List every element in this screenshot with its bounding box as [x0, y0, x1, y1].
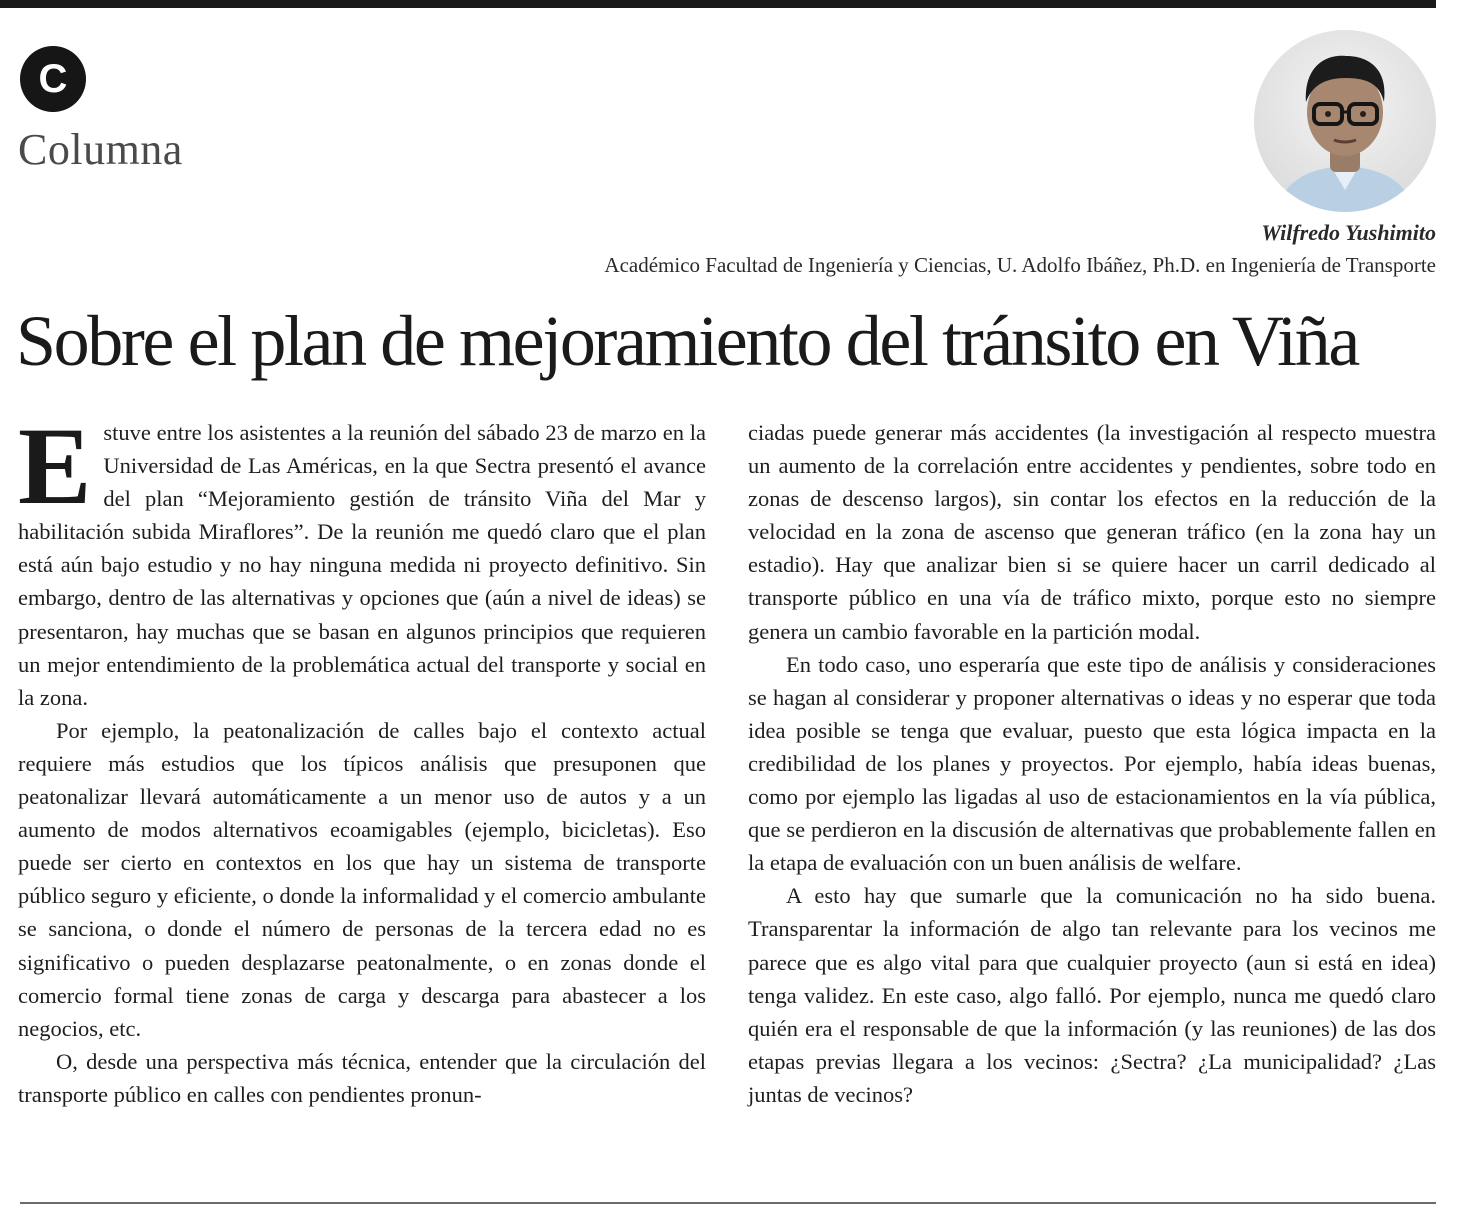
author-name: Wilfredo Yushimito	[1261, 220, 1436, 245]
author-role: Académico Facultad de Ingeniería y Ciencias, U. Adolfo Ibáñez, Ph.D. en Ingeniería de Transporte	[604, 253, 1436, 277]
drop-cap: E	[18, 405, 92, 527]
top-rule	[0, 0, 1436, 8]
badge-letter: C	[38, 56, 68, 101]
article-paragraph: O, desde una perspectiva más técnica, entender que la circulación del transporte público en calles con pendientes pronun-	[18, 1048, 706, 1107]
article-paragraph: ciadas puede generar más accidentes (la investigación al respecto muestra un aumento de la correlación entre accidentes y pendientes, sobre todo en zonas de descenso largos), sin contar los efectos en la reducción de la velocidad en la zona de ascenso que generan tráfico (en la zona hay un estadio). Hay que analizar bien si se quiere hacer un carril dedicado al transporte público en una vía de tráfico mixto, porque esto no siempre genera un cambio favorable en la partición modal.	[748, 420, 1436, 644]
article-paragraph: A esto hay que sumarle que la comunicación no ha sido buena. Transparentar la información de algo tan relevante para los vecinos me parece que es algo vital para que cualquier proyecto (aun si está en idea) tenga validez. En este caso, algo falló. Por ejemplo, nunca me quedó claro quién era el responsable de que la información (y las reuniones) de las dos etapas previas llegara a los vecinos: ¿Sectra? ¿La municipalidad? ¿Las juntas de vecinos?	[748, 883, 1436, 1107]
paragraph-text: stuve entre los asistentes a la reunión del sábado 23 de marzo en la Universidad de Las Américas, en la que Sectra presentó el avance del plan “Mejoramiento gestión de tránsito Viña del Mar y habilitación subida Miraflores”. De la reunión me quedó claro que el plan está aún bajo estudio y no hay ninguna medida ni proyecto definitivo. Sin embargo, dentro de las alternativas y opciones que (aún a nivel de ideas) se presentaron, hay muchas que se basan en algunos principios que requieren un mejor entendimiento de la problemática actual del transporte y social en la zona.	[18, 420, 706, 710]
article-paragraph	[18, 405, 706, 714]
author-portrait-icon	[1254, 30, 1436, 212]
column-badge-icon	[20, 46, 86, 112]
section-label: Columna	[18, 125, 183, 174]
article-column-left	[18, 405, 706, 1111]
article-paragraph: Por ejemplo, la peatonalización de calles bajo el contexto actual requiere más estudios que los típicos análisis que presuponen que peatonalizar llevará automáticamente a un menor uso de autos y a un aumento de modos alternativos ecoamigables (ejemplo, bicicletas). Eso puede ser cierto en contextos en los que hay un sistema de transporte público seguro y eficiente, o donde la informalidad y el comercio ambulante se sanciona, o donde el número de personas de la tercera edad no es significativo o pueden desplazarse peatonalmente, o en zonas donde el comercio formal tiene zonas de carga y descarga para abastecer a los negocios, etc.	[18, 717, 706, 1041]
article-paragraph: En todo caso, uno esperaría que este tipo de análisis y consideraciones se hagan al considerar y proponer alternativas o ideas y no esperar que toda idea posible se tenga que evaluar, puesto que esta lógica impacta en la credibilidad de los planes y proyectos. Por ejemplo, había ideas buenas, como por ejemplo las ligadas al uso de estacionamientos en la vía pública, que se perdieron en la discusión de alternativas que probablemente fallen en la etapa de evaluación con un buen análisis de welfare.	[748, 651, 1436, 876]
article-column-right	[748, 416, 1436, 1111]
article-headline: Sobre el plan de mejoramiento del tránsito en Viña	[16, 301, 1358, 381]
bottom-rule	[20, 1202, 1436, 1204]
